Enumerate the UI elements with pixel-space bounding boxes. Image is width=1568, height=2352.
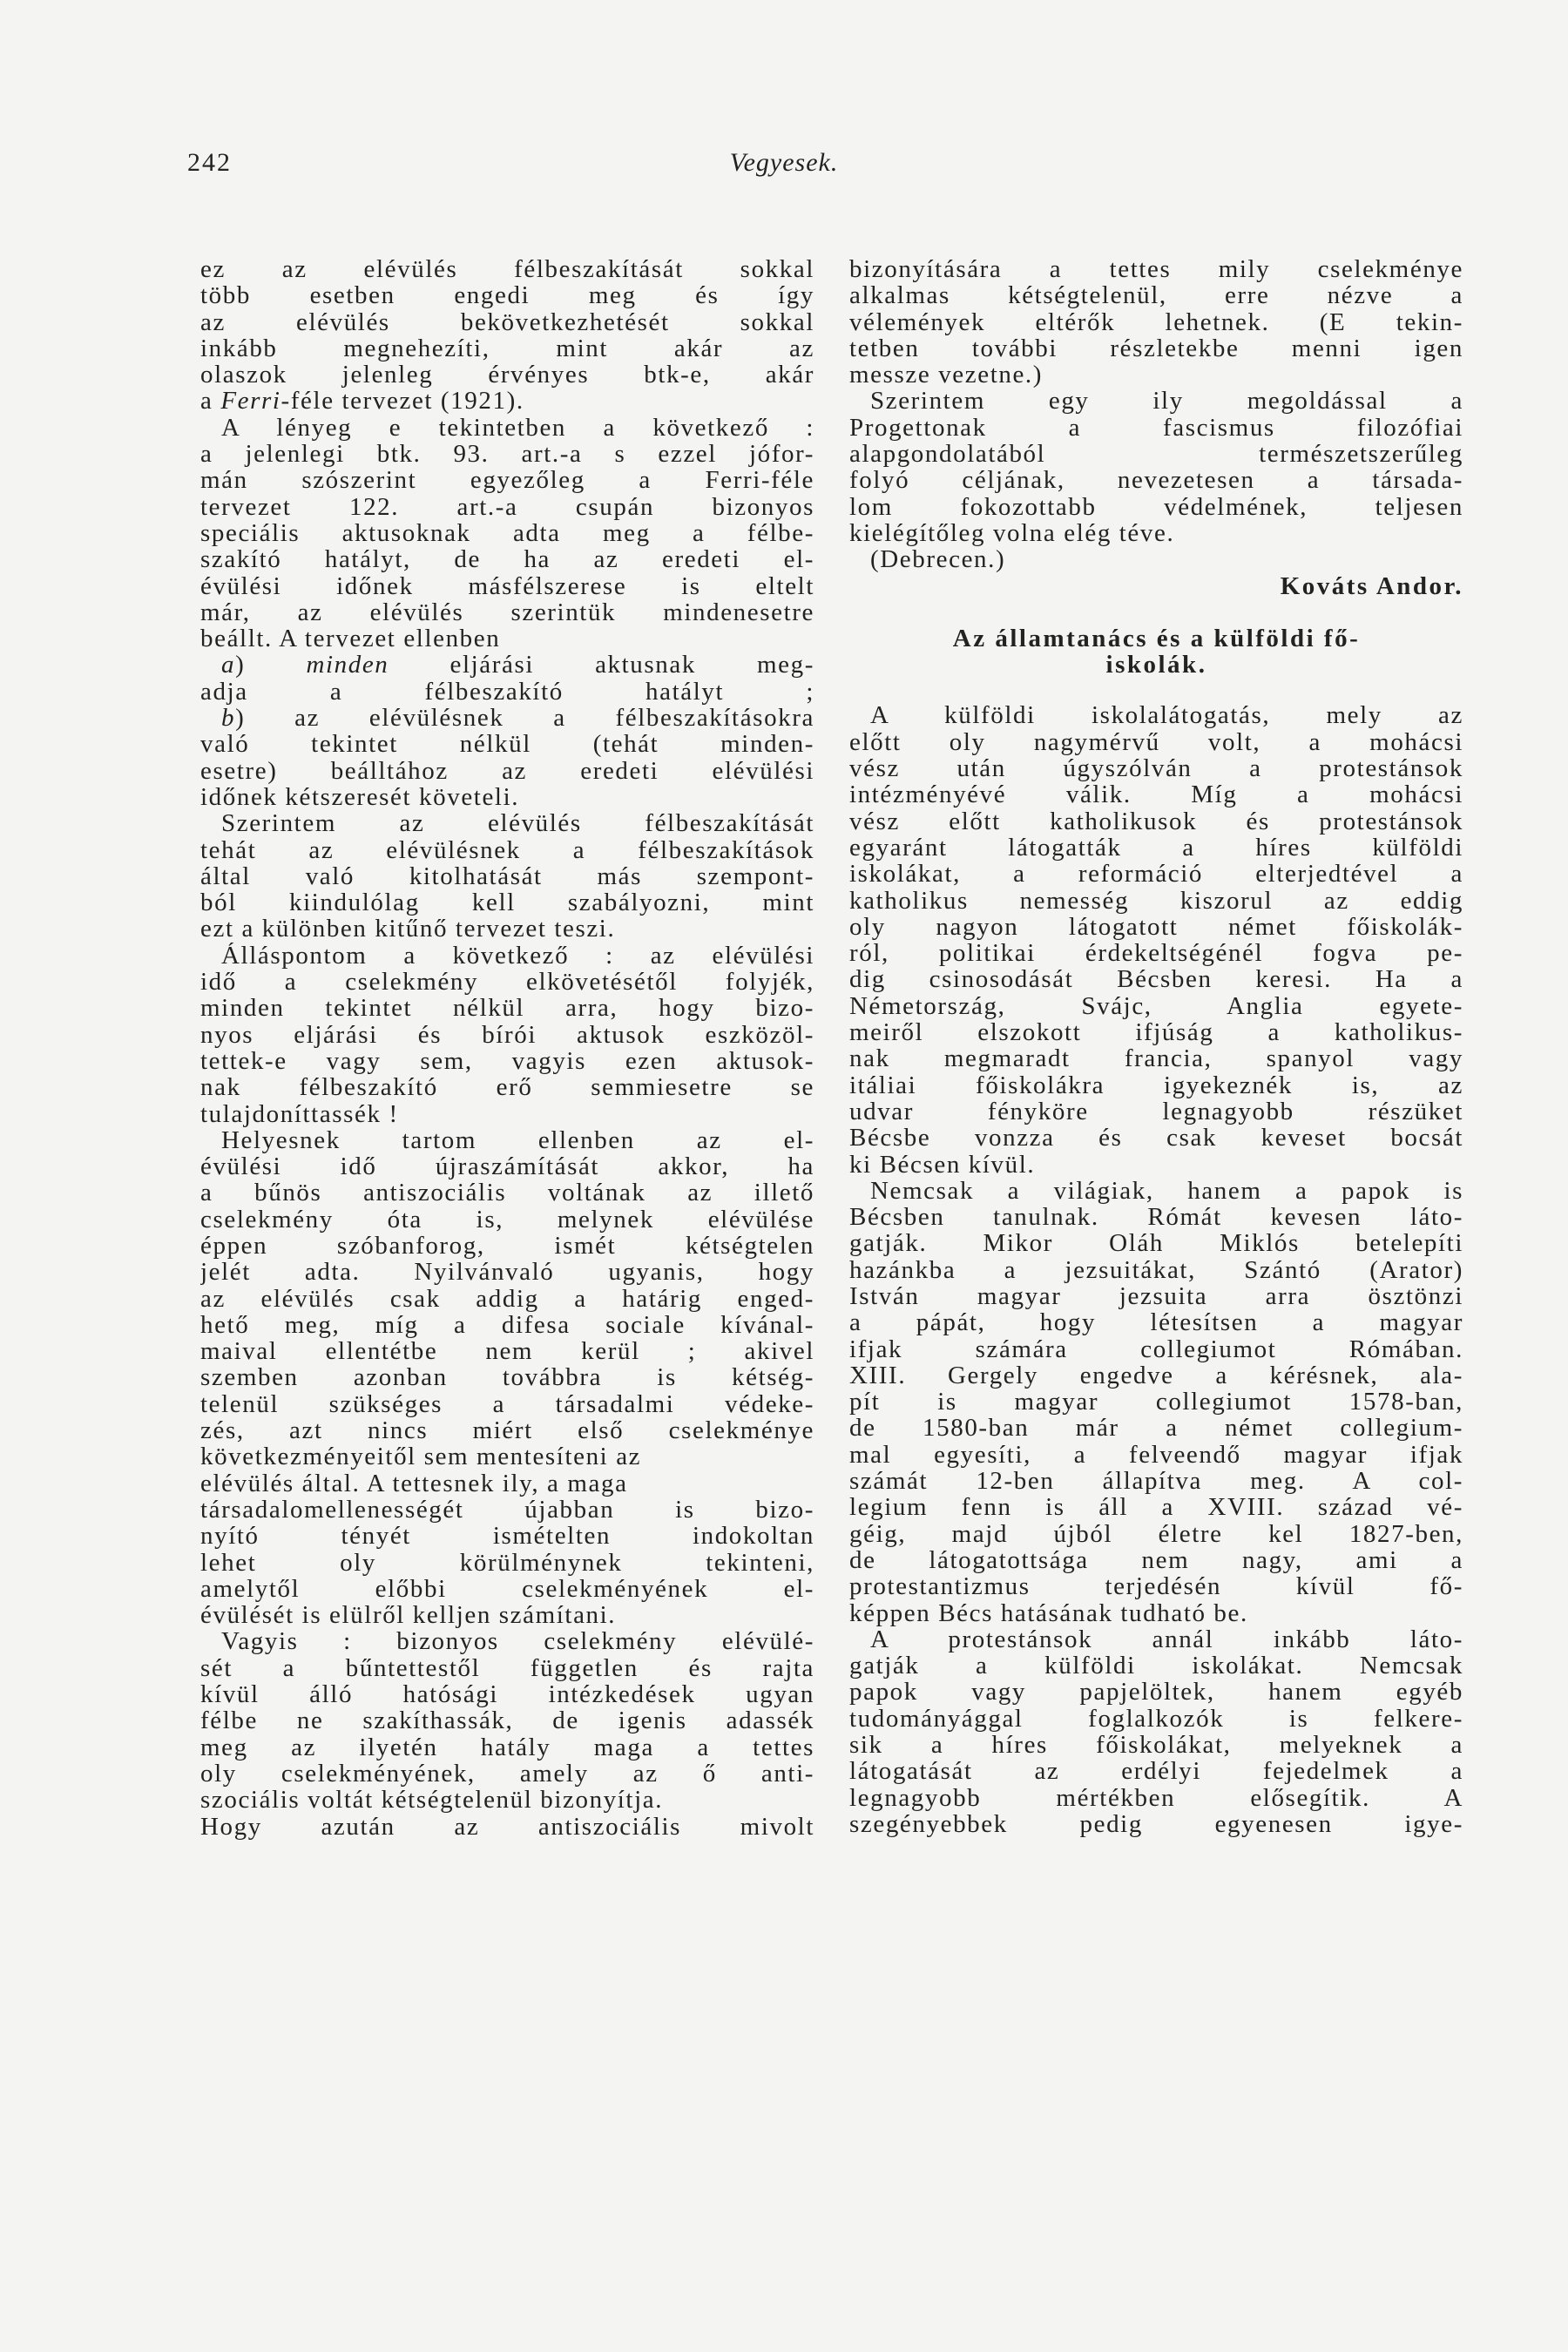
right-column-top-line: messze vezetne.) [849,362,1044,389]
left-column-line: nyos eljárási és bírói aktusok eszközöl- [200,1021,814,1048]
left-column-line: telenül szükséges a társadalmi védeke- [200,1390,814,1418]
left-column-line: Szerintem az elévülés félbeszakítását [221,810,814,837]
right-column-body-line: géig, majd újból életre kel 1827-ben, [849,1520,1463,1547]
page-number: 242 [187,148,232,177]
left-column-line: speciális aktusoknak adta meg a félbe- [200,519,814,547]
left-column-line: már, az elévülés szerintük mindenesetre [200,598,814,626]
left-column-line: inkább megnehezíti, mint akár az [200,335,814,362]
right-column-top-line: alapgondolatából természetszerűleg [849,441,1463,468]
right-column-body-line: A külföldi iskolalátogatás, mely az [870,702,1463,729]
left-column-line: beállt. A tervezet ellenben [200,625,501,652]
right-column-body-line: ki Bécsen kívül. [849,1151,1036,1178]
right-column-body-line: szegényebbek pedig egyenesen igye- [849,1810,1463,1838]
right-column-top-line: alkalmas kétségtelenül, erre nézve a [849,282,1463,309]
right-column-top-line: kielégítőleg volna elég téve. [849,519,1175,547]
left-column-line: félbe ne szakíthassák, de igenis adassék [200,1707,814,1734]
left-column-line: az elévülés bekövetkezhetését sokkal [200,308,814,335]
left-column-line: nyító tényét ismételten indokoltan [200,1523,814,1550]
right-column-body-line: Nemcsak a világiak, hanem a papok is [870,1177,1463,1205]
left-column-line: szemben azonban továbbra is kétség- [200,1364,814,1391]
left-column-line: való tekintet nélkül (tehát minden- [200,731,814,758]
left-column-line: ból kiindulólag kell szabályozni, mint [200,889,814,916]
left-column-line: ez az elévülés félbeszakítását sokkal [200,256,814,283]
right-column-body-line: itáliai főiskolákra igyekeznék is, az [849,1071,1463,1098]
left-column-line: Álláspontom a következő : az elévülési [221,942,814,970]
right-column-body-line: gatják a külföldi iskolákat. Nemcsak [849,1652,1463,1680]
left-column-line: évülését is elülről kelljen számítani. [200,1602,617,1629]
right-column-body-line: de 1580-ban már a német collegium- [849,1415,1463,1442]
right-column-body-line: intézményévé válik. Míg a mohácsi [849,781,1463,808]
left-column-line: A lényeg e tekintetben a következő : [221,414,814,442]
right-column-body-line: meiről elszokott ifjúság a katholikus- [849,1019,1463,1046]
left-column-line: a) minden eljárási aktusnak meg- [221,652,814,679]
right-column-body-line: oly nagyon látogatott német főiskolák- [849,913,1463,941]
left-column-line: minden tekintet nélkül arra, hogy bizo- [200,995,814,1022]
section-gap [849,678,1463,702]
right-column-body-line: iskolákat, a reformáció elterjedtével a [849,861,1463,888]
right-column-body-line: ról, politikai érdekeltségénél fogva pe- [849,940,1463,967]
left-column-line: elévülés által. A tettesnek ily, a maga [200,1470,628,1497]
section-title-line: iskolák. [1105,652,1207,679]
left-column-line: sét a bűntettestől független és rajta [200,1654,814,1682]
right-column-body-line: István magyar jezsuita arra ösztönzi [849,1282,1463,1310]
right-column-body-line: a pápát, hogy létesítsen a magyar [849,1309,1463,1336]
left-column-line: szociális voltát kétségtelenül bizonyítja. [200,1787,664,1814]
right-column-body-line: legium fenn is áll a XVIII. század vé- [849,1494,1463,1521]
right-column-body-line: hazánkba a jezsuitákat, Szántó (Arator) [849,1256,1463,1283]
right-column-body-line: A protestánsok annál inkább láto- [870,1625,1463,1653]
left-column-line: lehet oly körülménynek tekinteni, [200,1549,814,1576]
left-column-line: zés, azt nincs miért első cselekménye [200,1417,814,1444]
left-column-line: nak félbeszakító erő semmiesetre se [200,1074,814,1101]
left-column-line: ezt a különben kitűnő tervezet teszi. [200,916,616,943]
right-column-body-line: Bécsbe vonzza és csak keveset bocsát [849,1125,1463,1152]
section-title-line: Az államtanács és a külföldi fő- [952,625,1361,652]
left-column-line: évülési idő újraszámítását akkor, ha [200,1153,814,1180]
left-column-line: éppen szóbanforog, ismét kétségtelen [200,1232,814,1260]
left-column-line: a jelenlegi btk. 93. art.-a s ezzel jófor- [200,441,814,468]
running-head: Vegyesek. [729,148,839,177]
right-column-top-line: bizonyítására a tettes mily cselekménye [849,256,1463,283]
right-column-body-line: mal egyesíti, a felveendő magyar ifjak [849,1441,1463,1469]
right-column-body-line: vész előtt katholikusok és protestánsok [849,808,1463,835]
right-column-top-line: tetben további részletekbe menni igen [849,335,1463,362]
left-column-line: az elévülés csak addig a határig enged- [200,1285,814,1312]
right-column-body-line: képpen Bécs hatásának tudható be. [849,1599,1248,1626]
left-column-line: tervezet 122. art.-a csupán bizonyos [200,493,814,520]
left-column-line: társadalomellenességét újabban is bizo- [200,1496,814,1524]
right-column-top-line: vélemények eltérők lehetnek. (E tekin- [849,308,1463,335]
left-column-line: következményeitől sem mentesíteni az [200,1443,642,1470]
left-column-line: tehát az elévülésnek a félbeszakítások [200,836,814,863]
left-column-line: amelytől előbbi cselekményének el- [200,1575,814,1603]
right-column-body-line: tudományággal foglalkozók is felkere- [849,1705,1463,1733]
right-column-body-line: legnagyobb mértékben elősegítik. A [849,1784,1463,1811]
left-column-line: jelét adta. Nyilvánvaló ugyanis, hogy [200,1259,814,1286]
left-column-line: adja a félbeszakító hatályt ; [200,678,814,706]
right-column-body-line: papok vagy papjelöltek, hanem egyéb [849,1679,1463,1706]
left-column-line: a bűnös antiszociális voltának az illető [200,1179,814,1206]
left-column [200,256,814,1840]
left-column-line: Vagyis : bizonyos cselekmény elévülé- [221,1628,814,1655]
right-column-body-line: számát 12-ben állapítva meg. A col- [849,1468,1463,1495]
left-column-line: szakító hatályt, de ha az eredeti el- [200,546,814,573]
left-column-line: tulajdoníttassék ! [200,1100,399,1127]
right-column-body-line: pít is magyar collegiumot 1578-ban, [849,1389,1463,1416]
right-column-body-line: protestantizmus terjedésén kívül fő- [849,1573,1463,1600]
left-column-line: oly cselekményének, amely az ő anti- [200,1760,814,1788]
left-column-line: b) az elévülésnek a félbeszakításokra [221,705,814,732]
left-column-line: hető meg, míg a difesa sociale kívánal- [200,1311,814,1339]
left-column-line: cselekmény óta is, melynek elévülése [200,1206,814,1233]
right-column-body-line: egyaránt látogatták a híres külföldi [849,834,1463,862]
right-column-top-line: Szerintem egy ily megoldással a [870,388,1463,415]
right-column-body-line: ifjak számára collegiumot Rómában. [849,1335,1463,1362]
left-column-line: által való kitolhatását más szempont- [200,862,814,890]
author-signature: Kováts Andor. [1280,572,1463,599]
page-header [187,148,1381,183]
left-column-line: mán szószerint egyezőleg a Ferri-féle [200,467,814,494]
right-column-body-line: udvar fényköre legnagyobb részüket [849,1098,1463,1125]
right-column-top-line: (Debrecen.) [870,546,1006,573]
right-column-body-line: katholikus nemesség kiszorul az eddig [849,887,1463,914]
right-column-body-line: dig csinosodását Bécsben keresi. Ha a [849,966,1463,993]
left-column-line: kívül álló hatósági intézkedések ugyan [200,1681,814,1708]
left-column-line: a Ferri-féle tervezet (1921). [200,388,524,415]
right-column-body-line: gatják. Mikor Oláh Miklós betelepíti [849,1230,1463,1257]
section-gap [849,599,1463,625]
right-column-body-line: vész után úgyszólván a protestánsok [849,755,1463,782]
right-column-body-line: de látogatottsága nem nagy, ami a [849,1546,1463,1574]
left-column-line: esetre) beálltához az eredeti elévülési [200,757,814,784]
right-column-body-line: Bécsben tanulnak. Rómát kevesen láto- [849,1204,1463,1231]
left-column-line: évülési időnek másfélszerese is eltelt [200,572,814,599]
right-column-body-line: XIII. Gergely engedve a kérésnek, ala- [849,1362,1463,1389]
right-column-top-line: folyó céljának, nevezetesen a társada- [849,467,1463,494]
left-column-line: tettek-e vagy sem, vagyis ezen aktusok- [200,1047,814,1075]
right-column-top-line: lom fokozottabb védelmének, teljesen [849,493,1463,520]
left-column-line: maival ellentétbe nem kerül ; akivel [200,1338,814,1365]
left-column-line: Hogy azután az antiszociális mivolt [200,1813,814,1840]
right-column-body-line: Németország, Svájc, Anglia egyete- [849,992,1463,1020]
left-column-line: időnek kétszeresét követeli. [200,783,520,811]
left-column-line: olaszok jelenleg érvényes btk-e, akár [200,362,814,389]
left-column-line: idő a cselekmény elkövetésétől folyjék, [200,969,814,996]
left-column-line: meg az ilyetén hatály maga a tettes [200,1734,814,1761]
right-column-body-line: nak megmaradt francia, spanyol vagy [849,1045,1463,1072]
left-column-line: Helyesnek tartom ellenben az el- [221,1126,814,1154]
right-column-top-line: Progettonak a fascismus filozófiai [849,414,1463,442]
left-column-line: több esetben engedi meg és így [200,282,814,309]
right-column-body-line: sik a híres főiskolákat, melyeknek a [849,1732,1463,1759]
right-column-body-line: előtt oly nagymérvű volt, a mohácsi [849,728,1463,756]
right-column [849,256,1463,1837]
right-column-body-line: látogatását az erdélyi fejedelmek a [849,1758,1463,1785]
